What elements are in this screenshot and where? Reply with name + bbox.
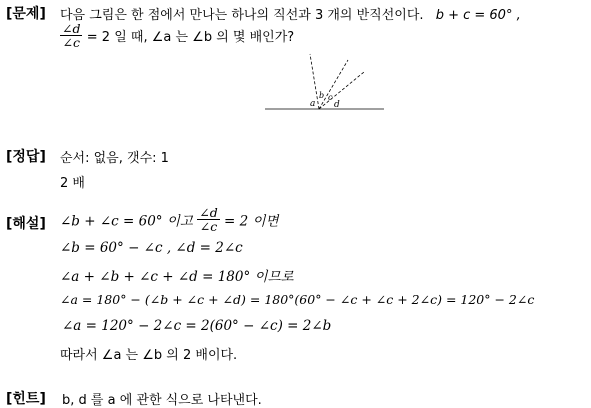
explanation-frac-num: ∠d: [199, 205, 218, 220]
explanation-frac-den: ∠c: [199, 219, 218, 234]
fraction-denominator: ∠c: [62, 35, 80, 50]
explanation-l1a: ∠b + ∠c = 60° 이고: [60, 213, 193, 230]
hint-label: [힌트]: [6, 391, 46, 407]
explanation-line2: ∠b = 60° − ∠c , ∠d = 2∠c: [60, 240, 243, 256]
angle-figure: [262, 52, 387, 114]
explanation-line6: 따라서 ∠a 는 ∠b 의 2 배이다.: [60, 348, 238, 363]
angle-b-label: b: [319, 91, 325, 100]
problem-question: = 2 일 때, ∠a 는 ∠b 의 몇 배인가?: [86, 30, 295, 45]
explanation-line4: ∠a = 180° − (∠b + ∠c + ∠d) = 180°(60° − ∠c + ∠c + 2∠c) = 120° − 2∠c: [60, 292, 535, 307]
problem-line1: [60, 4, 521, 23]
explanation-line5: ∠a = 120° − 2∠c = 2(60° − ∠c) = 2∠b: [62, 318, 332, 334]
answer-value: 2 배: [60, 176, 85, 191]
ray-3: [319, 72, 364, 109]
answer-label: [정답]: [6, 149, 46, 165]
problem-label: [문제]: [6, 6, 46, 22]
problem-condition: b + c = 60° ,: [435, 8, 521, 23]
angle-a-label: a: [310, 99, 316, 109]
explanation-line1: [60, 206, 279, 233]
answer-meta: 순서: 없음, 갯수: 1: [60, 151, 169, 166]
explanation-fraction: [197, 206, 219, 233]
problem-fraction: [60, 22, 82, 49]
explanation-label: [해설]: [6, 216, 46, 232]
problem-text: 다음 그림은 한 점에서 만나는 하나의 직선과 3 개의 반직선이다.: [60, 8, 424, 23]
angle-d-label: d: [334, 100, 340, 110]
explanation-line3: ∠a + ∠b + ∠c + ∠d = 180° 이므로: [60, 269, 294, 285]
explanation-l1b: = 2 이면: [224, 213, 279, 230]
fraction-numerator: ∠d: [62, 21, 81, 36]
hint-text: b, d 를 a 에 관한 식으로 나타낸다.: [62, 393, 262, 408]
problem-line2: [60, 22, 294, 49]
angle-c-label: c: [328, 93, 333, 102]
